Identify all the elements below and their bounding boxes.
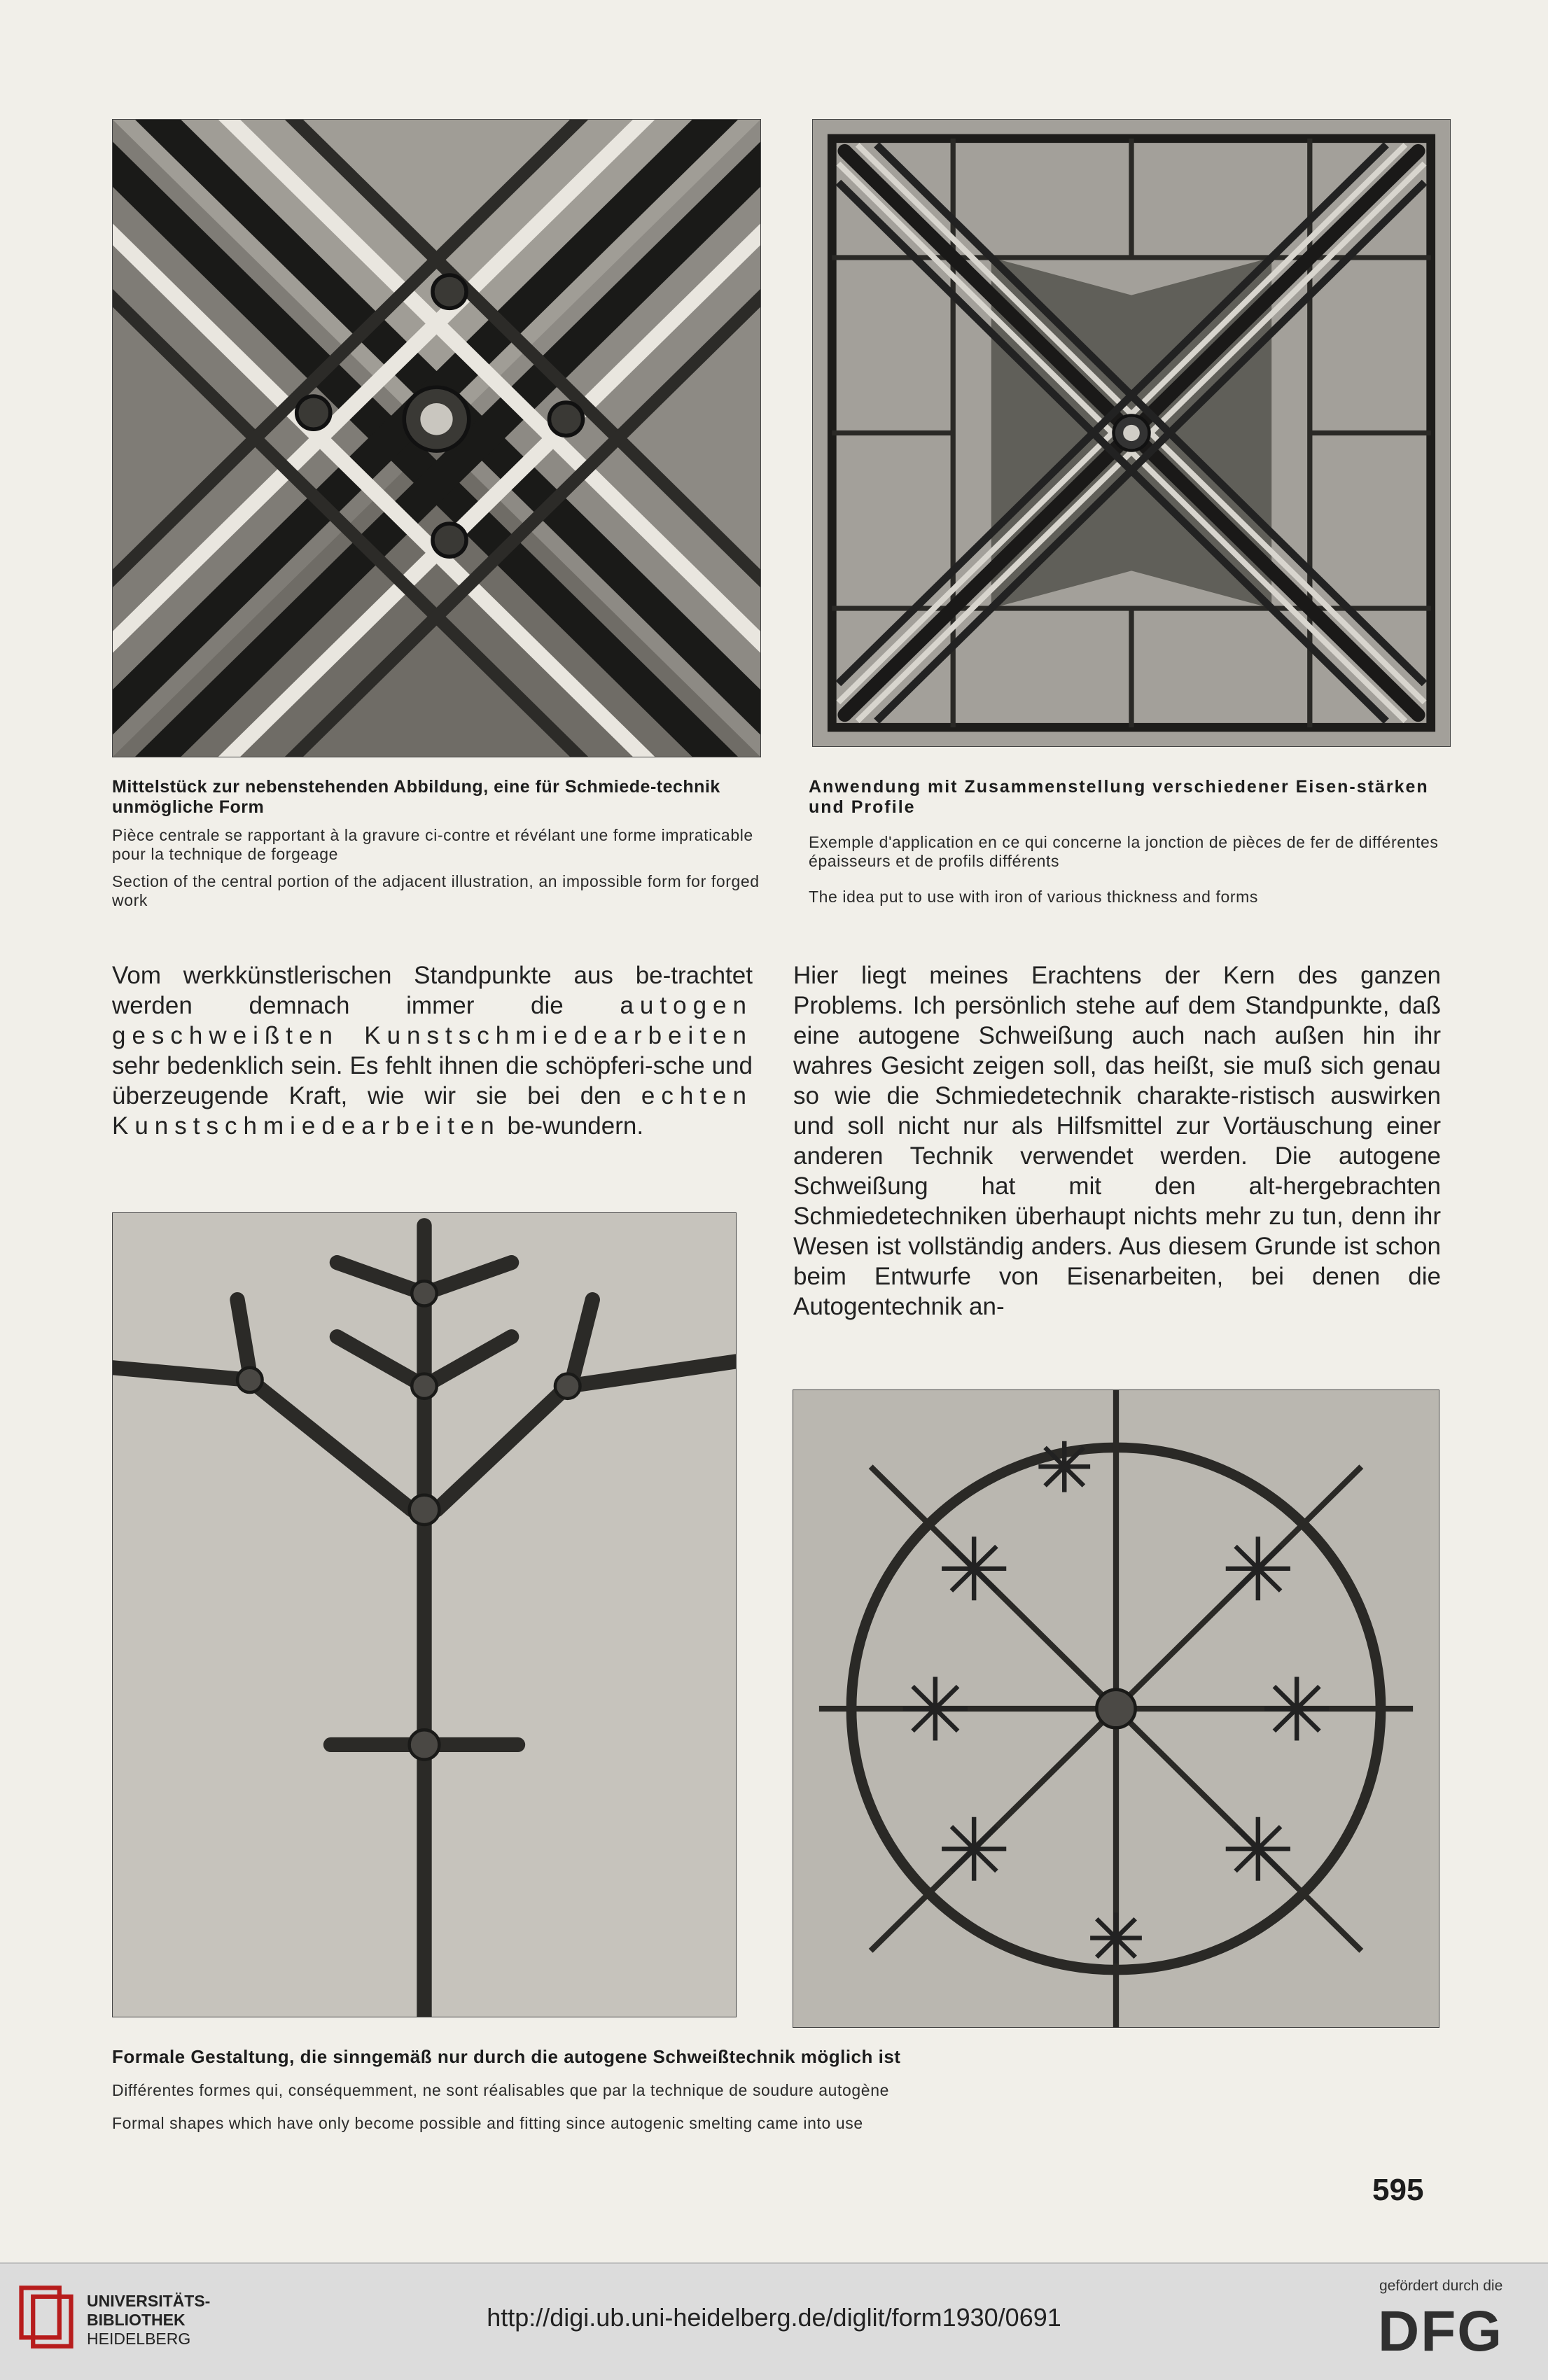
- caption-top-left-de: Mittelstück zur nebenstehenden Abbildung, eine für Schmiede-technik unmögliche Form: [112, 777, 720, 817]
- caption-top-right-de: Anwendung mit Zusammenstellung verschiedener Eisen-stärken und Profile: [809, 777, 1429, 817]
- caption-top-right-en: The idea put to use with iron of various thickness and forms: [809, 888, 1258, 906]
- body-left-part1: Vom werkkünstlerischen Standpunkte aus be-trachtet werden demnach immer die: [112, 962, 753, 1019]
- dfg-logo: DFG: [1378, 2300, 1504, 2363]
- caption-bottom-en: Formal shapes which have only become possible and fitting since autogenic smelting came into use: [112, 2114, 863, 2132]
- permalink-url[interactable]: http://digi.ub.uni-heidelberg.de/diglit/form1930/0691: [487, 2303, 1061, 2332]
- library-name-line3: HEIDELBERG: [87, 2330, 191, 2348]
- caption-bottom-fr: Différentes formes qui, conséquemment, ne sont réalisables que par la technique de soudure autogène: [112, 2081, 889, 2099]
- body-text-left: [112, 960, 753, 1141]
- photo-framed-grille: [812, 119, 1451, 747]
- library-name-line2: BIBLIOTHEK: [87, 2311, 186, 2329]
- body-left-part2: sehr bedenklich sein. Es fehlt ihnen die schöpferi-sche und überzeugende Kraft, wie wir sie bei den: [112, 1052, 753, 1110]
- photo-circular-grille: [793, 1390, 1439, 2028]
- body-left-part3: be-wundern.: [500, 1112, 644, 1140]
- body-left-emphasis1: autogen geschweißten Kunstschmiedearbeiten: [112, 992, 753, 1049]
- footer-bar: [0, 2262, 1548, 2380]
- library-name-line1: UNIVERSITÄTS-: [87, 2292, 211, 2310]
- caption-top-left-en: Section of the central portion of the adjacent illustration, an impossible form for forged work: [112, 872, 760, 909]
- body-text-right: Hier liegt meines Erachtens der Kern des ganzen Problems. Ich persönlich stehe auf dem Standpunkte, daß eine autogene Schweißung auch nach außen hin ihr wahres Gesicht zeigen soll, das heißt, sie muß sich genau so wie die Schmiedetechnik charakte-ristisch auswirken und soll nicht nur als Hilfsmittel zur Vortäuschung einer anderen Technik verwendet werden. Die autogene Schweißung hat mit den alt-hergebrachten Schmiedetechniken überhaupt nichts mehr zu tun, denn ihr Wesen ist vollständig anders. Aus diesem Grunde ist schon beim Entwurfe von Eisenarbeiten, bei denen die Autogentechnik an-: [793, 962, 1441, 1320]
- caption-top-right-fr: Exemple d'application en ce qui concerne la jonction de pièces de fer de différentes épaisseurs et de profils différents: [809, 833, 1439, 870]
- photo-tree-form: [112, 1212, 737, 2017]
- caption-bottom-de: Formale Gestaltung, die sinngemäß nur durch die autogene Schweißtechnik möglich ist: [112, 2046, 901, 2067]
- page-number: 595: [1372, 2173, 1424, 2207]
- photo-x-motif-closeup: [112, 119, 761, 757]
- body-left-emphasis2: echten Kunstschmiedearbeiten: [112, 1082, 753, 1140]
- caption-top-left-fr: Pièce centrale se rapportant à la gravure ci-contre et révélant une forme impraticable pour la technique de forgeage: [112, 826, 753, 863]
- funded-by-label: gefördert durch die: [1379, 2278, 1503, 2294]
